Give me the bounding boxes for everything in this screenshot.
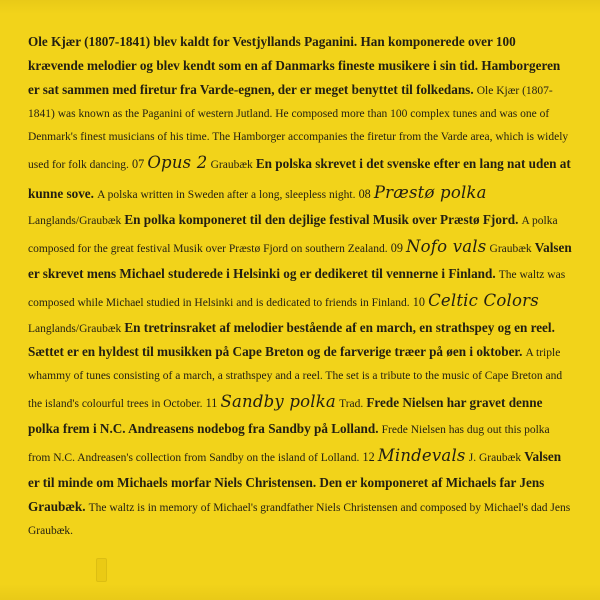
track-title-08: Præstø polka xyxy=(373,182,487,202)
track-number-10: 10 xyxy=(412,294,425,309)
track-title-12: Mindevals xyxy=(377,445,466,465)
track-danish-07: En polska skrevet i det svenske efter en lang nat uden at kunne sove. xyxy=(28,155,571,201)
track-credit-07: Graubæk xyxy=(210,158,253,171)
track-english-08: A polka composed for the great festival Musik over Præstø Fjord on southern Zealand. xyxy=(28,214,558,255)
track-credit-10: Langlands/Graubæk xyxy=(28,322,122,335)
track-english-07: A polska written in Sweden after a long, sleepless night. xyxy=(97,188,356,201)
track-title-10: Celtic Colors xyxy=(428,290,539,310)
track-title-07: Opus 2 xyxy=(147,152,208,172)
track-danish-12: Valsen er til minde om Michaels morfar Niels Christensen. Den er komponeret af Michaels far Jens Graubæk. xyxy=(28,448,562,514)
page-bottom-shading xyxy=(0,584,600,600)
track-english-12: The waltz is in memory of Michael's grandfather Niels Christensen and composed by Michael's dad Jens Graubæk. xyxy=(28,502,571,538)
track-credit-08: Langlands/Graubæk xyxy=(28,214,122,227)
track-danish-09: Valsen er skrevet mens Michael studerede i Helsinki og er dedikeret til vennerne i Finland. xyxy=(28,239,572,281)
track-english-09: The waltz was composed while Michael studied in Helsinki and is dedicated to friends in Finland. xyxy=(28,268,566,309)
track-number-12: 12 xyxy=(362,449,375,464)
intro-danish-text: Ole Kjær (1807-1841) blev kaldt for Vestjyllands Paganini. Han komponerede over 100 krævende melodier og blev kendt som en af Danmarks fineste musikere i sin tid. Hamborgeren er sat sammen med firetur fra Varde-egnen, der er meget benyttet til folkedans. xyxy=(28,34,561,98)
booklet-spine-notch xyxy=(96,558,107,582)
track-english-10: A triple whammy of tunes consisting of a march, a strathspey and a reel. The set is a tribute to the music of Cape Breton and the island's colourful trees in October. xyxy=(28,347,563,410)
track-danish-08: En polka komponeret til den dejlige festival Musik over Præstø Fjord. xyxy=(124,211,519,227)
track-number-08: 08 xyxy=(358,186,371,201)
track-credit-11: Trad. xyxy=(339,397,364,410)
page-top-shading xyxy=(0,0,600,14)
track-title-09: Nofo vals xyxy=(406,236,487,256)
track-english-11: Frede Nielsen has dug out this polka from N.C. Andreasen's collection from Sandby on the island of Lolland. xyxy=(28,423,550,464)
track-credit-09: Graubæk xyxy=(489,242,532,255)
track-number-11: 11 xyxy=(205,395,218,410)
track-title-11: Sandby polka xyxy=(220,391,336,411)
liner-notes-text xyxy=(28,30,572,542)
track-number-07: 07 xyxy=(132,156,145,171)
track-credit-12: J. Graubæk xyxy=(468,451,522,464)
track-number-09: 09 xyxy=(390,240,403,255)
intro-english-text: Ole Kjær (1807-1841) was known as the Paganini of western Jutland. He composed more than 100 complex tunes and was one of Denmark's finest musicians of his time. The Hamborger accompanies the firetur from the Varde area, which is widely used for folk dancing. xyxy=(28,85,569,171)
track-danish-11: Frede Nielsen har gravet denne polka frem i N.C. Andreasens nodebog fra Sandby på Lolland. xyxy=(28,394,543,436)
track-danish-10: En tretrinsraket af melodier bestående af en march, en strathspey og en reel. Sættet er en hyldest til musikken på Cape Breton og de farverige træer på øen i oktober. xyxy=(28,319,555,359)
